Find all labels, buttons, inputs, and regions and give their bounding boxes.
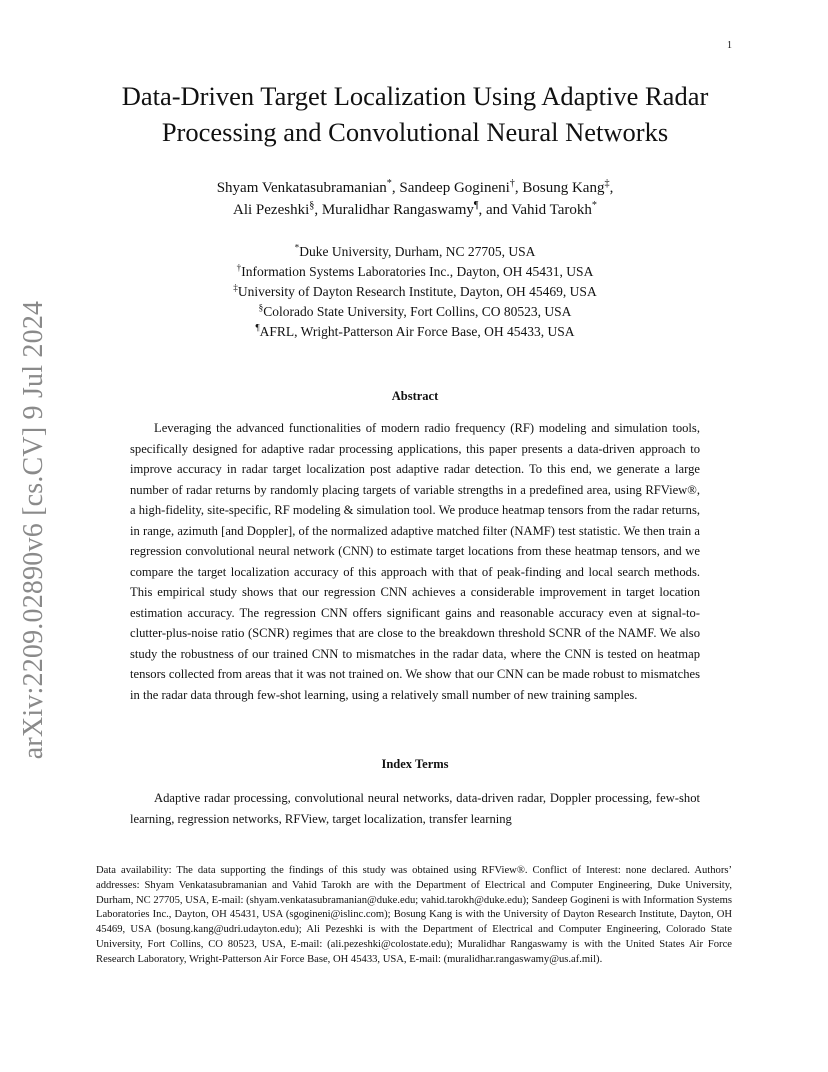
- affiliation-text: AFRL, Wright-Patterson Air Force Base, OH 45433, USA: [259, 324, 575, 339]
- affiliation-text: Colorado State University, Fort Collins, CO 80523, USA: [263, 304, 572, 319]
- author-separator: , and: [478, 202, 512, 218]
- affiliation-mark: ¶: [255, 322, 260, 333]
- affiliation-text: Information Systems Laboratories Inc., Dayton, OH 45431, USA: [241, 264, 594, 279]
- paper-title: Data-Driven Target Localization Using Adaptive Radar Processing and Convolutional Neural Networks: [121, 81, 709, 147]
- affiliation-text: University of Dayton Research Institute, Dayton, OH 45469, USA: [237, 284, 597, 299]
- author-name: Bosung Kang: [522, 180, 605, 196]
- author-separator: ,: [609, 180, 614, 196]
- author-mark: §: [309, 200, 315, 211]
- affiliation-item: [120, 302, 710, 322]
- index-terms-text: Adaptive radar processing, convolutional neural networks, data-driven radar, Doppler processing, few-shot learning, regression networks, RFView, target localization, transfer learning: [130, 791, 700, 826]
- author-name: Ali Pezeshki: [233, 202, 310, 218]
- author-name: Shyam Venkatasubramanian: [216, 180, 387, 196]
- author-name: Vahid Tarokh: [511, 202, 592, 218]
- affiliation-item: [120, 282, 710, 302]
- abstract-heading: Abstract: [391, 389, 439, 403]
- author-name: Muralidhar Rangaswamy: [321, 202, 474, 218]
- author-separator: ,: [314, 202, 322, 218]
- affiliation-mark: †: [236, 262, 242, 273]
- author-mark: *: [386, 178, 392, 189]
- author-mark: *: [591, 200, 597, 211]
- affiliation-mark: §: [258, 302, 264, 313]
- author-separator: ,: [391, 180, 400, 196]
- author-mark: ‡: [604, 178, 610, 189]
- arxiv-identifier-stamp: arXiv:2209.02890v6 [cs.CV] 9 Jul 2024: [18, 300, 49, 760]
- author-mark: †: [509, 178, 515, 189]
- affiliation-list: [120, 242, 710, 342]
- index-terms-heading: Index Terms: [381, 757, 449, 771]
- affiliation-mark: *: [294, 242, 300, 253]
- author-footnote: Data availability: The data supporting the findings of this study was obtained using RFView®. Conflict of Interest: none declared. Authors’ addresses: Shyam Venkatasubramanian and Vahid Tarokh are with the Department of Electrical and Computer Engineering, Duke University, Durham, NC 27705, USA, E-mail: (shyam.venkatasubramanian@duke.edu; vahid.tarokh@duke.edu); Sandeep Gogineni is with Information Systems Laboratories Inc., Dayton, OH 45431, USA (sgogineni@islinc.com); Bosung Kang is with the University of Dayton Research Institute, Dayton, OH 45469, USA (bosung.kang@udri.udayton.edu); Ali Pezeshki is with the Department of Electrical and Computer Engineering, Colorado State University, Fort Collins, CO 80523, USA, E-mail: (ali.pezeshki@colostate.edu); Muralidhar Rangaswamy is with the United States Air Force Research Laboratory, Wright-Patterson Air Force Base, OH 45433, USA, E-mail: (muralidhar.rangaswamy@us.af.mil).: [96, 865, 732, 965]
- abstract-text: Leveraging the advanced functionalities of modern radio frequency (RF) modeling and simulation tools, specifically designed for adaptive radar processing applications, this paper presents a data-driven approach to improve accuracy in radar target localization post adaptive radar detection. To this end, we generate a large number of radar returns by randomly placing targets of variable strengths in a predefined area, using RFView®, a high-fidelity, site-specific, RF modeling & simulation tool. We produce heatmap tensors from the radar returns, in range, azimuth [and Doppler], of the normalized adaptive matched filter (NAMF) test statistic. We then train a regression convolutional neural network (CNN) to estimate target locations from these heatmap tensors, and we compare the target localization accuracy of this approach with that of peak-finding and local search methods. This empirical study shows that our regression CNN achieves a considerable improvement in target location estimation accuracy. The regression CNN offers significant gains and reasonable accuracy even at signal-to-clutter-plus-noise ratio (SCNR) regimes that are close to the breakdown threshold SCNR of the NAMF. We also study the robustness of our trained CNN to mismatches in the radar data, where the CNN is tested on heatmap tensors collected from areas that it was not trained on. We show that our CNN can be made robust to mismatches in the radar data through few-shot learning, using a relatively small number of new training samples.: [130, 421, 700, 702]
- author-separator: ,: [514, 180, 523, 196]
- affiliation-item: [120, 262, 710, 282]
- author-line-2: [90, 199, 740, 221]
- author-name: Sandeep Gogineni: [399, 180, 510, 196]
- affiliation-mark: ‡: [233, 282, 238, 293]
- author-list: [90, 177, 740, 221]
- page-number: 1: [727, 40, 732, 51]
- author-line-1: [90, 177, 740, 199]
- affiliation-text: Duke University, Durham, NC 27705, USA: [299, 244, 536, 259]
- affiliation-item: [120, 242, 710, 262]
- author-mark: ¶: [473, 200, 479, 211]
- affiliation-item: [120, 322, 710, 342]
